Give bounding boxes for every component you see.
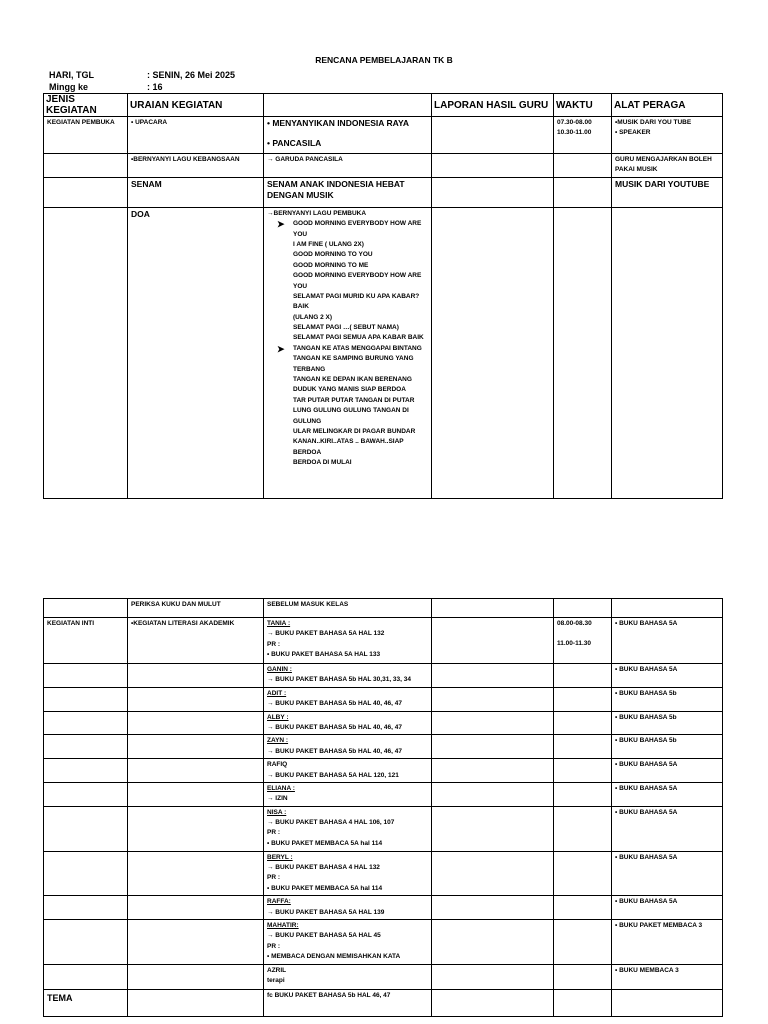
song-heading: →BERNYANYI LAGU PEMBUKA: [267, 209, 367, 217]
song-block: [267, 344, 428, 469]
waktu-cell: [554, 711, 612, 735]
song-line: GOOD MORNING EVERYBODY HOW ARE YOU: [293, 272, 422, 290]
waktu-cell: [554, 599, 612, 618]
jenis-cell: [44, 711, 128, 735]
student-task-line: → IZIN: [267, 795, 288, 803]
student-task-line: → BUKU PAKET BAHASA 5A HAL 45: [267, 932, 381, 940]
page-title: RENCANA PEMBELAJARAN TK B: [315, 55, 453, 65]
student-row: [44, 687, 723, 711]
laporan-cell: [432, 896, 554, 920]
alat-cell: • BUKU BAHASA 5A: [612, 782, 723, 806]
student-task-line: • BUKU PAKET BAHASA 5A HAL 133: [267, 651, 381, 659]
waktu-line: 08.00-08.30: [557, 620, 592, 627]
uraian-cell: [128, 920, 264, 965]
detail-line: • MENYANYIKAN INDONESIA RAYA: [267, 118, 409, 128]
alat-cell: [612, 207, 723, 498]
alat-cell: • BUKU PAKET MEMBACA 3: [612, 920, 723, 965]
waktu-cell: [554, 920, 612, 965]
col-alat: ALAT PERAGA: [612, 94, 723, 117]
laporan-cell: [432, 989, 554, 1016]
student-detail-cell: [264, 851, 432, 896]
uraian-cell: [128, 735, 264, 759]
student-task-line: → BUKU PAKET BAHASA 5b HAL 30,31, 33, 34: [267, 676, 411, 684]
jenis-cell: [44, 806, 128, 851]
doa-detail-cell: [264, 207, 432, 498]
waktu-cell: [554, 896, 612, 920]
detail-cell: → GARUDA PANCASILA: [264, 154, 432, 178]
detail-cell: [264, 117, 432, 154]
student-name: ELIANA :: [267, 784, 295, 792]
student-task-line: • BUKU PAKET MEMBACA 5A hal 114: [267, 839, 383, 847]
jenis-cell: KEGIATAN INTI: [44, 618, 128, 664]
student-detail-cell: [264, 782, 432, 806]
song-line: LUNG GULUNG GULUNG TANGAN DI GULUNG: [293, 407, 409, 425]
table-row: [44, 117, 723, 154]
alat-cell: • BUKU BAHASA 5b: [612, 711, 723, 735]
alat-cell: • BUKU MEMBACA 3: [612, 964, 723, 989]
student-detail-cell: [264, 735, 432, 759]
student-detail-cell: [264, 920, 432, 965]
song-line: SELAMAT PAGI MURID KU APA KABAR? BAIK: [293, 292, 420, 311]
uraian-cell: [128, 896, 264, 920]
song-line: (ULANG 2 X): [293, 313, 332, 321]
song-line: SELAMAT PAGI …( SEBUT NAMA): [293, 324, 399, 332]
student-row: [44, 664, 723, 688]
student-task-line: → BUKU PAKET BAHASA 4 HAL 132: [267, 864, 380, 872]
jenis-cell: [44, 599, 128, 618]
student-detail-cell: [264, 687, 432, 711]
uraian-cell: PERIKSA KUKU DAN MULUT: [128, 599, 264, 618]
alat-cell: [612, 117, 723, 154]
laporan-cell: [432, 759, 554, 783]
waktu-cell: [554, 964, 612, 989]
song-line: DUDUK YANG MANIS SIAP BERDOA: [293, 386, 406, 394]
waktu-cell: [554, 618, 612, 664]
waktu-cell: [554, 207, 612, 498]
arrow-bullet-icon: ➤: [277, 343, 285, 354]
col-waktu: WAKTU: [554, 94, 612, 117]
student-rows: [44, 618, 723, 990]
student-name: ZAYN :: [267, 737, 289, 745]
uraian-cell: [128, 964, 264, 989]
student-task-line: → BUKU PAKET BAHASA 5b HAL 40, 46, 47: [267, 723, 402, 731]
tema-label: TEMA: [44, 989, 128, 1016]
arrow-bullet-icon: ➤: [277, 219, 285, 230]
student-task-line: • BUKU PAKET MEMBACA 5A hal 114: [267, 884, 383, 892]
alat-cell: • BUKU BAHASA 5A: [612, 759, 723, 783]
laporan-cell: [432, 154, 554, 178]
student-task-line: → BUKU PAKET BAHASA 5A HAL 120, 121: [267, 771, 399, 779]
alat-cell: • BUKU BAHASA 5A: [612, 806, 723, 851]
waktu-cell: [554, 782, 612, 806]
song-line: I AM FINE ( ULANG 2X): [293, 240, 364, 248]
student-row: [44, 851, 723, 896]
laporan-cell: [432, 177, 554, 207]
student-task-line: PR :: [267, 829, 280, 837]
student-name: NISA :: [267, 808, 287, 816]
song-line: GOOD MORNING TO ME: [293, 261, 369, 269]
waktu-cell: [554, 177, 612, 207]
jenis-cell: [44, 207, 128, 498]
song-line: ULAR MELINGKAR DI PAGAR BUNDAR: [293, 427, 416, 435]
student-task-line: terapi: [267, 976, 285, 984]
song-line: GOOD MORNING TO YOU: [293, 251, 373, 259]
waktu-cell: [554, 759, 612, 783]
plan-table-bottom: [43, 598, 723, 1017]
week-label: Mingg ke: [49, 82, 89, 92]
student-detail-cell: [264, 806, 432, 851]
alat-cell: MUSIK DARI YOUTUBE: [612, 177, 723, 207]
student-row: [44, 618, 723, 664]
col-laporan: LAPORAN HASIL GURU: [432, 94, 554, 117]
laporan-cell: [432, 964, 554, 989]
uraian-cell: [128, 759, 264, 783]
student-name: ADIT :: [267, 689, 287, 697]
laporan-cell: [432, 117, 554, 154]
student-detail-cell: [264, 964, 432, 989]
jenis-cell: [44, 154, 128, 178]
plan-table-top: [43, 93, 723, 499]
student-task-line: → BUKU PAKET BAHASA 5b HAL 40, 46, 47: [267, 700, 402, 708]
waktu-cell: [554, 664, 612, 688]
jenis-cell: [44, 851, 128, 896]
laporan-cell: [432, 920, 554, 965]
song-block: [267, 219, 428, 344]
laporan-cell: [432, 664, 554, 688]
student-detail-cell: [264, 896, 432, 920]
student-name: MAHATIR:: [267, 922, 299, 930]
table-row: [44, 177, 723, 207]
alat-line: •MUSIK DARI YOU TUBE: [615, 119, 692, 126]
waktu-cell: [554, 735, 612, 759]
student-detail-cell: [264, 759, 432, 783]
song-line: TAR PUTAR PUTAR TANGAN DI PUTAR: [293, 396, 415, 404]
uraian-cell: •KEGIATAN LITERASI AKADEMIK: [128, 618, 264, 664]
jenis-cell: [44, 735, 128, 759]
tema-row: [44, 989, 723, 1016]
song-line: TANGAN KE DEPAN IKAN BERENANG: [293, 376, 412, 384]
song-line: TANGAN KE SAMPING BURUNG YANG TERBANG: [293, 355, 414, 373]
student-detail-cell: [264, 618, 432, 664]
alat-cell: [612, 989, 723, 1016]
student-row: [44, 782, 723, 806]
jenis-cell: [44, 964, 128, 989]
jenis-cell: [44, 687, 128, 711]
waktu-line: 10.30-11.00: [557, 129, 592, 137]
student-name: GANIN :: [267, 666, 292, 673]
jenis-cell: [44, 664, 128, 688]
alat-cell: [612, 599, 723, 618]
student-task-line: PR :: [267, 942, 280, 950]
laporan-cell: [432, 851, 554, 896]
waktu-line: 07.30-08.00: [557, 119, 592, 126]
song-line: SELAMAT PAGI SEMUA APA KABAR BAIK: [293, 334, 424, 342]
waktu-cell: [554, 806, 612, 851]
laporan-cell: [432, 806, 554, 851]
student-task-line: → BUKU PAKET BAHASA 5A HAL 132: [267, 630, 385, 638]
tema-detail: fc BUKU PAKET BAHASA 5b HAL 46, 47: [264, 989, 432, 1016]
waktu-line: 11.00-11.30: [557, 640, 591, 648]
student-task-line: → BUKU PAKET BAHASA 4 HAL 106, 107: [267, 819, 395, 827]
student-row: [44, 920, 723, 965]
student-row: [44, 896, 723, 920]
alat-cell: • BUKU BAHASA 5A: [612, 618, 723, 664]
student-name: ALBY :: [267, 713, 289, 721]
col-detail: [264, 94, 432, 117]
waktu-cell: [554, 687, 612, 711]
jenis-cell: [44, 896, 128, 920]
week-value: : 16: [147, 82, 163, 92]
alat-cell: • BUKU BAHASA 5b: [612, 735, 723, 759]
student-name: RAFIQ: [267, 761, 288, 769]
table-row: [44, 599, 723, 618]
student-task-line: → BUKU PAKET BAHASA 5A HAL 139: [267, 908, 385, 916]
student-row: [44, 735, 723, 759]
col-jenis: JENIS KEGIATAN: [44, 94, 128, 117]
uraian-cell: [128, 851, 264, 896]
uraian-cell: SENAM: [128, 177, 264, 207]
jenis-cell: [44, 920, 128, 965]
detail-cell: SEBELUM MASUK KELAS: [264, 599, 432, 618]
alat-cell: • BUKU BAHASA 5A: [612, 896, 723, 920]
uraian-cell: [128, 989, 264, 1016]
waktu-cell: [554, 154, 612, 178]
alat-cell: • BUKU BAHASA 5b: [612, 687, 723, 711]
jenis-cell: [44, 759, 128, 783]
laporan-cell: [432, 599, 554, 618]
alat-line: • SPEAKER: [615, 129, 651, 137]
student-task-line: PR :: [267, 640, 280, 648]
student-task-line: → BUKU PAKET BAHASA 5b HAL 40, 46, 47: [267, 747, 402, 755]
table-row: [44, 154, 723, 178]
uraian-cell: •BERNYANYI LAGU KEBANGSAAN: [128, 154, 264, 178]
student-name: AZRIL: [267, 966, 287, 974]
alat-cell: • BUKU BAHASA 5A: [612, 851, 723, 896]
col-uraian: URAIAN KEGIATAN: [128, 94, 264, 117]
student-row: [44, 759, 723, 783]
jenis-cell: [44, 782, 128, 806]
uraian-cell: [128, 806, 264, 851]
uraian-cell: DOA: [128, 207, 264, 498]
waktu-cell: [554, 117, 612, 154]
laporan-cell: [432, 782, 554, 806]
student-task-line: • MEMBACA DENGAN MEMISAHKAN KATA: [267, 953, 401, 961]
waktu-cell: [554, 989, 612, 1016]
song-line: TANGAN KE ATAS MENGGAPAI BINTANG: [293, 344, 422, 352]
detail-cell: SENAM ANAK INDONESIA HEBAT DENGAN MUSIK: [264, 177, 432, 207]
table-row: [44, 207, 723, 498]
student-name: TANIA :: [267, 620, 291, 627]
student-row: [44, 711, 723, 735]
detail-line: • PANCASILA: [267, 138, 322, 149]
uraian-cell: [128, 782, 264, 806]
uraian-cell: [128, 687, 264, 711]
song-line: GOOD MORNING EVERYBODY HOW ARE YOU: [293, 220, 422, 238]
laporan-cell: [432, 711, 554, 735]
laporan-cell: [432, 735, 554, 759]
jenis-cell: KEGIATAN PEMBUKA: [44, 117, 128, 154]
uraian-cell: [128, 664, 264, 688]
student-row: [44, 964, 723, 989]
date-value: : SENIN, 26 Mei 2025: [147, 70, 236, 80]
student-detail-cell: [264, 664, 432, 688]
alat-cell: GURU MENGAJARKAN BOLEH PAKAI MUSIK: [612, 154, 723, 178]
laporan-cell: [432, 618, 554, 664]
table-header-row: [44, 94, 723, 117]
waktu-cell: [554, 851, 612, 896]
student-task-line: PR :: [267, 874, 280, 882]
song-line: KANAN..KIRI..ATAS .. BAWAH..SIAP BERDOA: [293, 438, 404, 456]
student-name: RAFFA:: [267, 898, 291, 906]
student-row: [44, 806, 723, 851]
laporan-cell: [432, 687, 554, 711]
uraian-cell: • UPACARA: [128, 117, 264, 154]
laporan-cell: [432, 207, 554, 498]
student-name: BERYL :: [267, 853, 293, 861]
song-line: BERDOA DI MULAI: [293, 459, 352, 467]
uraian-cell: [128, 711, 264, 735]
student-detail-cell: [264, 711, 432, 735]
alat-cell: • BUKU BAHASA 5A: [612, 664, 723, 688]
jenis-cell: [44, 177, 128, 207]
date-label: HARI, TGL: [49, 70, 94, 80]
